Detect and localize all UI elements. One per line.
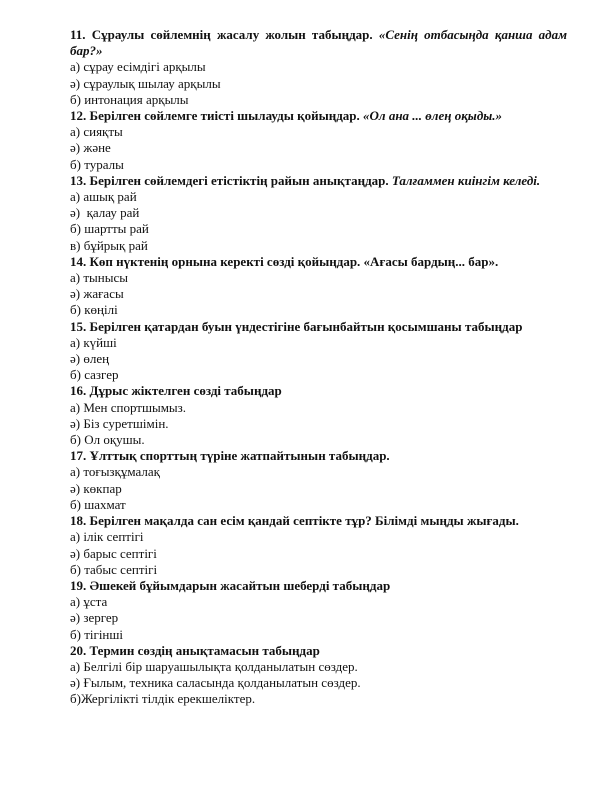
question-number: 12. xyxy=(70,108,87,124)
question-number: 19. xyxy=(70,577,87,593)
question-12 xyxy=(70,108,567,173)
option-b: б) интонация арқылы xyxy=(70,91,189,107)
option-a: а) сұрау есімдігі арқылы xyxy=(70,59,206,75)
question-text xyxy=(70,643,567,659)
option-b: б) табыс септігі xyxy=(70,561,158,577)
question-prompt: Берілген сөйлемдегі етістіктің райын анықтаңдар. xyxy=(89,172,389,188)
question-text xyxy=(70,108,567,124)
question-number: 15. xyxy=(70,318,87,334)
option-ae: ә) қалау рай xyxy=(70,205,140,221)
question-number: 17. xyxy=(70,448,87,464)
option-ae: ә) барыс септігі xyxy=(70,545,157,561)
option-b: б) сазгер xyxy=(70,367,119,383)
option-v: в) бұйрық рай xyxy=(70,237,148,253)
question-prompt: Көп нүктенің орнына керекті сөзді қойыңдар. «Ағасы бардың... бар». xyxy=(89,253,499,269)
option-b: б)Жергілікті тілдік ерекшеліктер. xyxy=(70,691,256,707)
question-prompt: Сұраулы сөйлемнің жасалу жолын табыңдар. xyxy=(91,27,373,42)
question-number: 18. xyxy=(70,513,87,529)
option-ae: ә) сұраулық шылау арқылы xyxy=(70,75,221,91)
question-prompt: Әшекей бұйымдарын жасайтын шеберді табыңдар xyxy=(89,577,391,593)
option-ae: ә) жағасы xyxy=(70,286,124,302)
question-text xyxy=(70,578,567,594)
option-ae: ә) зергер xyxy=(70,610,119,626)
option-b: б) шахмат xyxy=(70,496,126,512)
option-a: а) күйші xyxy=(70,334,117,350)
question-prompt: Термин сөздің анықтамасын табыңдар xyxy=(89,642,320,658)
question-prompt: Берілген сөйлемге тиісті шылауды қойыңдар. xyxy=(89,108,360,124)
option-ae: ә) Біз суретшімін. xyxy=(70,415,169,431)
question-13 xyxy=(70,173,567,254)
question-text xyxy=(70,173,567,189)
question-text xyxy=(70,254,567,270)
option-a: а) тынысы xyxy=(70,270,128,286)
option-b: б) Ол оқушы. xyxy=(70,432,145,448)
question-18 xyxy=(70,513,567,578)
question-number: 20. xyxy=(70,642,87,658)
option-ae: ә) өлең xyxy=(70,351,110,367)
question-text xyxy=(70,513,567,529)
question-number: 16. xyxy=(70,383,87,399)
option-a: а) тоғызқұмалақ xyxy=(70,464,160,480)
question-15 xyxy=(70,319,567,384)
question-prompt: Берілген мақалда сан есім қандай септікте тұр? Білімді мыңды жығады. xyxy=(89,513,519,529)
question-number: 14. xyxy=(70,253,87,269)
option-ae: ә) көкпар xyxy=(70,480,122,496)
question-text xyxy=(70,319,567,335)
question-prompt: Берілген қатардан буын үндестігіне бағынбайтын қосымшаны табыңдар xyxy=(89,318,523,334)
question-quote: Талғаммен киінгім келеді. xyxy=(391,172,541,188)
question-17 xyxy=(70,448,567,513)
question-16 xyxy=(70,383,567,448)
option-a: а) Мен спортшымыз. xyxy=(70,399,187,415)
option-a: а) ұста xyxy=(70,594,108,610)
question-prompt: Ұлттық спорттың түріне жатпайтынын табыңдар. xyxy=(89,448,390,464)
option-a: а) сияқты xyxy=(70,124,123,140)
question-text xyxy=(70,27,567,59)
option-ae: ә) және xyxy=(70,140,111,156)
option-a: а) Белгілі бір шаруашылықта қолданылатын сөздер. xyxy=(70,658,358,674)
question-text xyxy=(70,383,567,399)
question-14 xyxy=(70,254,567,319)
question-text xyxy=(70,448,567,464)
question-20 xyxy=(70,643,567,708)
option-ae: ә) Ғылым, техника саласында қолданылатын сөздер. xyxy=(70,675,361,691)
option-b: б) туралы xyxy=(70,156,124,172)
option-b: б) шартты рай xyxy=(70,221,149,237)
option-b: б) тігінші xyxy=(70,626,124,642)
question-19 xyxy=(70,578,567,643)
option-a: а) ашық рай xyxy=(70,189,137,205)
option-a: а) ілік септігі xyxy=(70,529,144,545)
question-quote: «Сенің отбасыңда қанша адам бар?» xyxy=(70,27,568,59)
question-prompt: Дұрыс жіктелген сөзді табыңдар xyxy=(89,383,282,399)
question-11 xyxy=(70,27,567,108)
question-number: 11. xyxy=(70,27,86,42)
option-b: б) көңілі xyxy=(70,302,118,318)
question-number: 13. xyxy=(70,172,87,188)
question-quote: «Ол ана ... өлең оқыды.» xyxy=(363,108,503,124)
